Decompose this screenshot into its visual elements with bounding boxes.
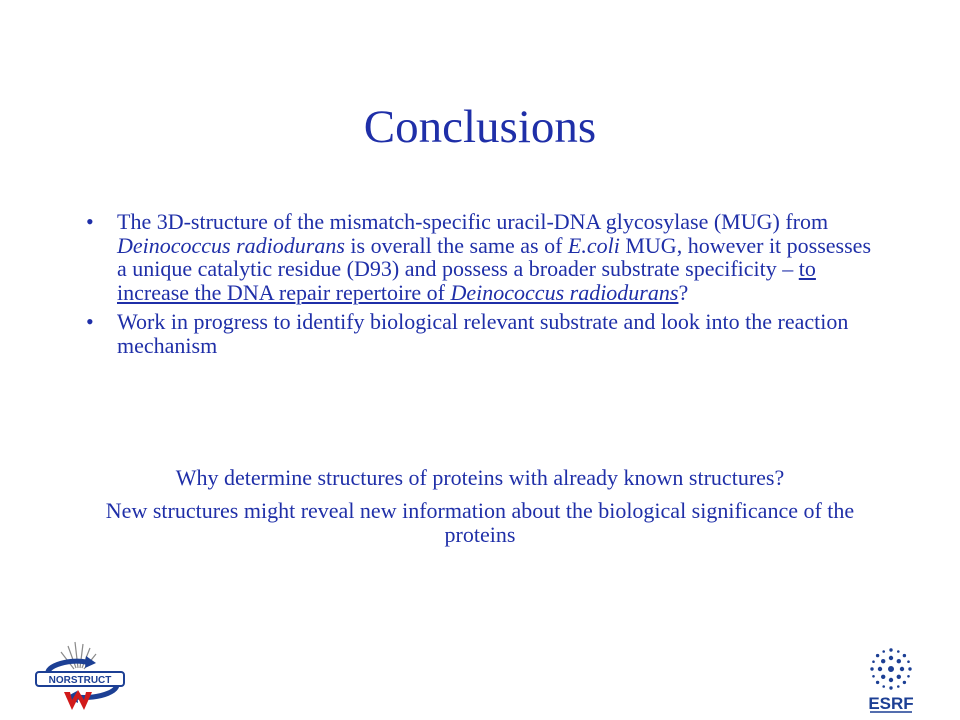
bullet-2-text: Work in progress to identify biological relevant substrate and look into the reaction mechanism [117,309,849,358]
slide-title: Conclusions [363,101,597,153]
norstruct-logo [28,640,134,712]
bullet-item-1 [86,210,876,304]
bullet-dot: • [86,309,94,334]
bullet-dot: • [86,209,94,234]
bullet-1-text-a: The 3D-structure of the mismatch-specific uracil-DNA glycosylase (MUG) from [117,209,829,234]
bullet-1-text-c: MUG, however it possesses a unique catalytic residue (D93) and possess a broader substrate specificity – [117,232,872,281]
esrf-logo-text: ESRF [868,694,914,713]
bullet-1-underlined-species: Deinococcus radiodurans [450,279,679,305]
bullet-1-end: ? [678,279,689,305]
bullet-1-species: Deinococcus radiodurans [117,232,345,258]
esrf-logo [860,645,922,715]
bullet-1-text-b: is overall the same as of [344,232,568,258]
bullet-item-2 [86,310,876,357]
question-text: Why determine structures of proteins with already known structures? [175,465,785,490]
answer-text: New structures might reveal new information about the biological significance of the proteins [105,498,855,547]
norstruct-logo-text: NORSTRUCT [48,675,112,686]
bullet-list [86,210,876,363]
bullet-1-underlined-text: to increase the DNA repair repertoire of [117,256,816,305]
bullet-1-ecoli: E.coli [567,232,620,258]
